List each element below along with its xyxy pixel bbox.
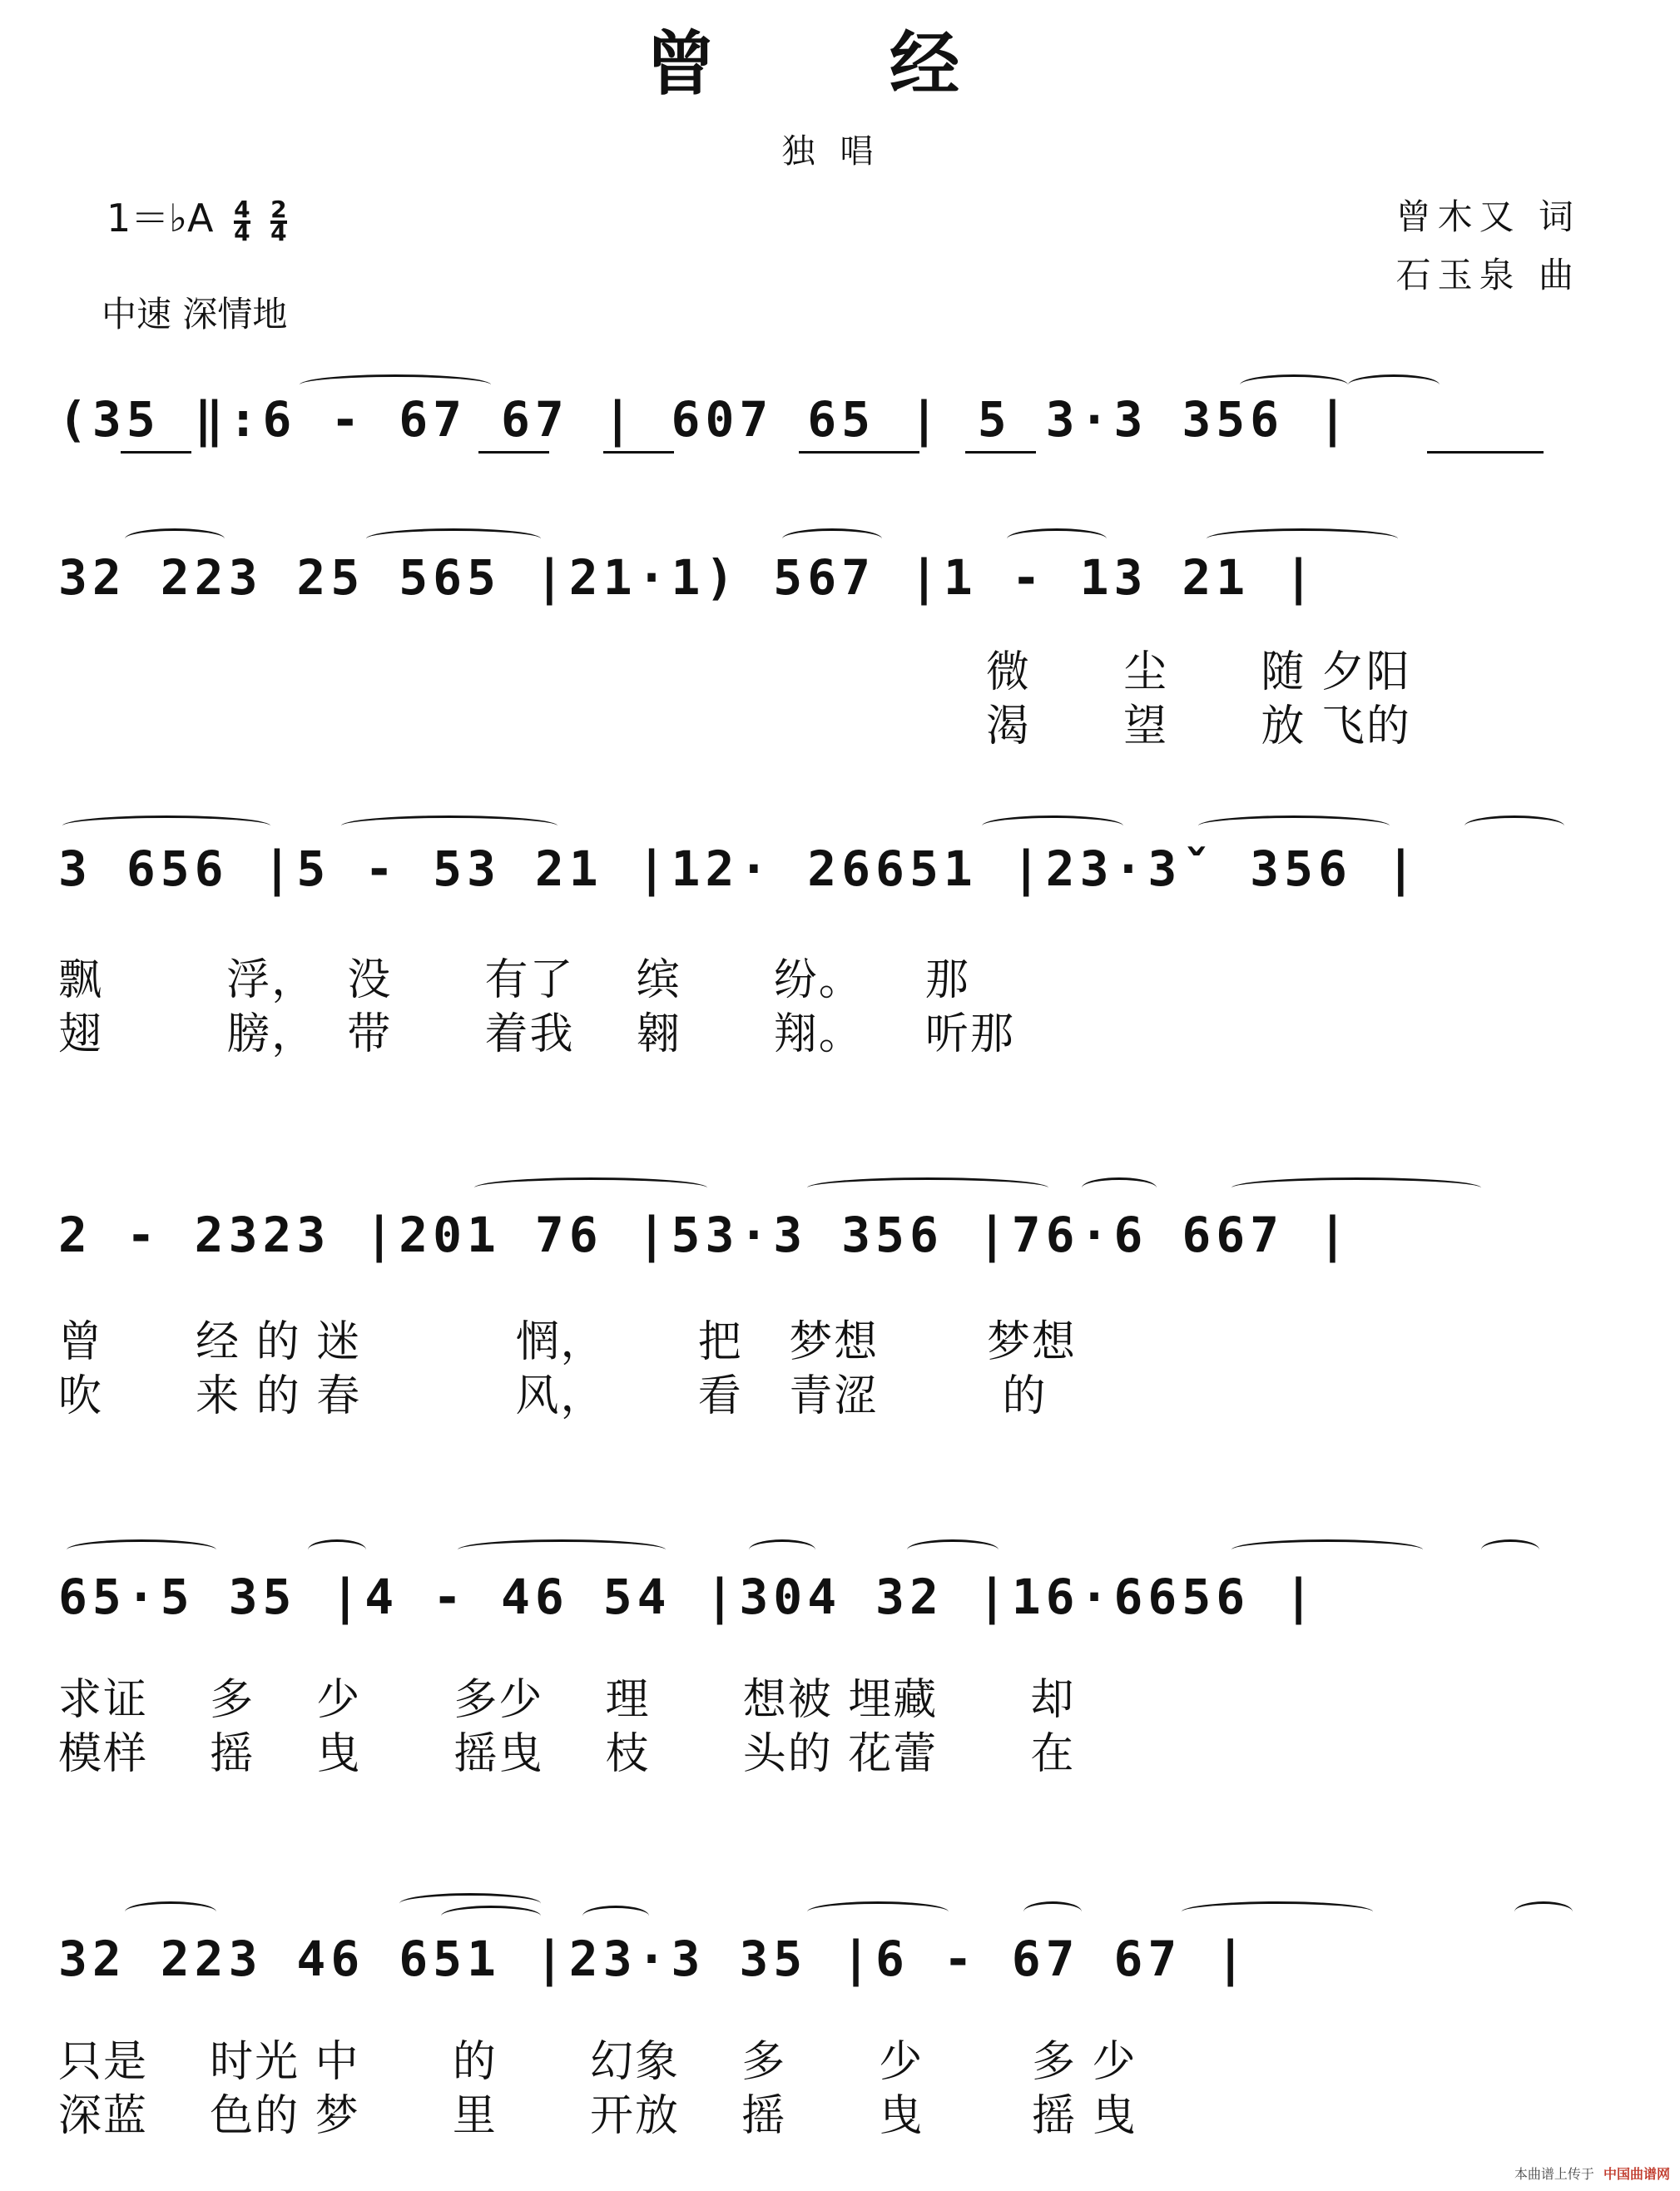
- time-sig-2-top: 2: [270, 195, 287, 223]
- time-sig-1-top: 4: [234, 195, 250, 223]
- slur: [782, 528, 882, 549]
- slur: [1348, 374, 1440, 395]
- slur: [1481, 1539, 1539, 1560]
- lyric-verse-1: 求证 多 少 多少 理 想被 埋藏 却: [58, 1675, 1076, 1725]
- credits: [1396, 188, 1580, 305]
- key-text: 1＝♭A: [107, 196, 214, 240]
- slur: [1198, 815, 1390, 836]
- slur: [1182, 1901, 1373, 1922]
- notation-line: 3 656 |5 - 53 21 |12· 26651 |23·3ˇ 356 |: [58, 840, 1420, 897]
- time-signature-1: [234, 195, 250, 246]
- notation-line: 32 223 46 651 |23·3 35 |6 - 67 67 |: [58, 1931, 1251, 1987]
- tempo-marking: 中速 深情地: [102, 294, 288, 335]
- underline: [121, 451, 191, 454]
- key-signature: [107, 188, 287, 246]
- slur: [474, 1177, 707, 1198]
- slur: [1232, 1539, 1423, 1560]
- upload-footer: [1514, 2164, 1670, 2183]
- slur: [907, 1539, 999, 1560]
- upload-text: 本曲谱上传于: [1514, 2166, 1594, 2182]
- notation-line: 65·5 35 |4 - 46 54 |304 32 |16·6656 |: [58, 1569, 1319, 1625]
- slur: [1007, 528, 1107, 549]
- slur: [982, 815, 1123, 836]
- slur: [1514, 1901, 1573, 1922]
- slur: [1240, 374, 1348, 395]
- slur: [308, 1539, 366, 1560]
- slur: [1207, 528, 1398, 549]
- site-logo: 中国曲谱网: [1603, 2166, 1670, 2182]
- slur: [807, 1901, 949, 1922]
- slur: [807, 1177, 1048, 1198]
- slur: [67, 1539, 216, 1560]
- lyric-verse-1: 飘 浮， 没 有了 缤 纷。 那: [58, 955, 970, 1005]
- song-subtitle: 独唱: [781, 132, 899, 171]
- slur: [1232, 1177, 1481, 1198]
- slur: [441, 1906, 541, 1926]
- notation-line: (35 ‖:6 - 67 67 | 607 65 | 5 3·3 356 |: [58, 391, 1352, 448]
- time-signature-2: [270, 195, 287, 246]
- lyric-verse-1: 曾 经 的 迷 惘， 把 梦想 梦想: [58, 1317, 1077, 1367]
- notation-line: 32 223 25 565 |21·1) 567 |1 - 13 21 |: [58, 549, 1319, 606]
- underline: [603, 451, 674, 454]
- slur: [300, 374, 491, 395]
- underline: [478, 451, 549, 454]
- lyric-verse-2: 深蓝 色的 梦 里 开放 摇 曳 摇 曳: [58, 2091, 1137, 2141]
- slur: [125, 1901, 216, 1922]
- slur: [458, 1539, 666, 1560]
- slur: [1082, 1177, 1157, 1198]
- underline: [799, 451, 919, 454]
- slur: [1023, 1901, 1082, 1922]
- slur: [749, 1539, 815, 1560]
- slur: [341, 815, 558, 836]
- slur: [582, 1906, 649, 1926]
- notation-line: 2 - 2323 |201 76 |53·3 356 |76·6 667 |: [58, 1207, 1352, 1263]
- composer: 石玉泉 曲: [1395, 255, 1580, 295]
- underline: [1427, 451, 1544, 454]
- lyric-verse-2: 渴 望 放 飞的: [986, 701, 1411, 751]
- lyric-verse-1: 微 尘 随 夕阳: [986, 647, 1411, 697]
- slur: [62, 815, 270, 836]
- slur: [125, 528, 225, 549]
- time-sig-1-bottom: 4: [234, 218, 250, 246]
- time-sig-2-bottom: 4: [270, 218, 287, 246]
- lyric-verse-2: 吹 来 的 春 风， 看 青涩 的: [58, 1371, 1048, 1421]
- underline: [965, 451, 1036, 454]
- lyric-verse-2: 模样 摇 曳 摇曳 枝 头的 花蕾 在: [58, 1729, 1076, 1779]
- song-title: 曾 经: [645, 22, 1035, 105]
- lyric-verse-1: 只是 时光 中 的 幻象 多 少 多 少: [58, 2037, 1137, 2087]
- lyric-verse-2: 翅 膀， 带 着我 翱 翔。 听那: [58, 1009, 1015, 1059]
- lyricist: 曾木又 词: [1395, 196, 1580, 237]
- slur: [1464, 815, 1564, 836]
- slur: [366, 528, 541, 549]
